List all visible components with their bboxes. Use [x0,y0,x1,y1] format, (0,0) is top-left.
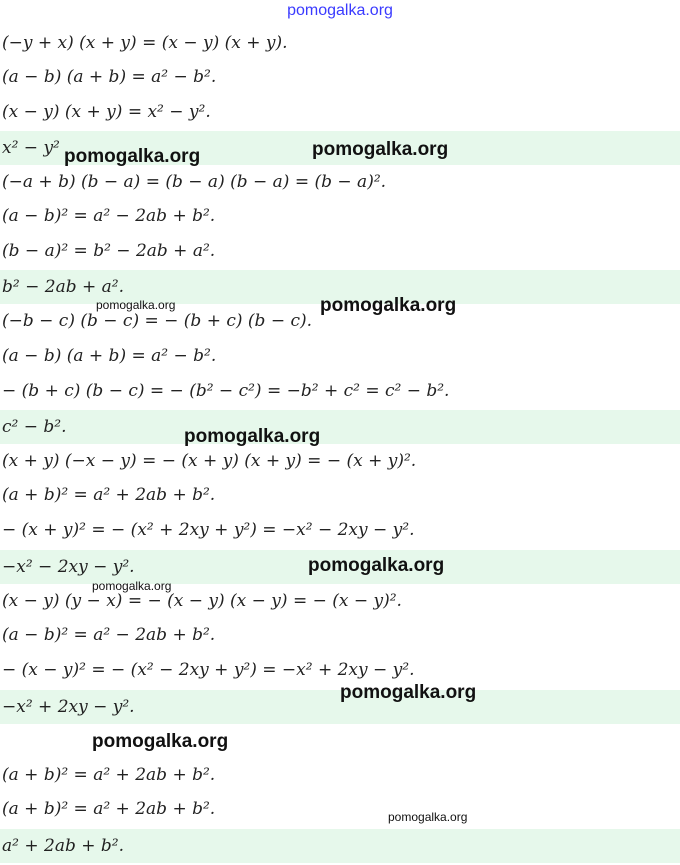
answer-line: a² + 2ab + b². [0,829,680,863]
answer-line: x² − y² [0,131,680,165]
watermark-text: pomogalka.org [64,146,201,167]
math-line: (x + y) (−x − y) = − (x + y) (x + y) = − (x + y)². [2,451,417,471]
watermark-text: pomogalka.org [184,426,321,447]
math-line: (a + b)² = a² + 2ab + b². [2,765,216,785]
math-line: (a − b) (a + b) = a² − b². [2,346,217,366]
watermark-text: pomogalka.org [388,810,468,824]
math-line: (a + b)² = a² + 2ab + b². [2,485,216,505]
watermark-text: pomogalka.org [340,682,477,703]
math-line: (a − b)² = a² − 2ab + b². [2,625,216,645]
math-line: (x − y) (y − x) = − (x − y) (x − y) = − (x − y)². [2,591,402,611]
math-line: − (x − y)² = − (x² − 2xy + y²) = −x² + 2xy − y². [2,660,415,680]
watermark-text: pomogalka.org [308,555,445,576]
watermark-text: pomogalka.org [92,579,172,593]
math-line: (a − b)² = a² − 2ab + b². [2,206,216,226]
answer-line: b² − 2ab + a². [0,270,680,304]
answer-line: −x² − 2xy − y². [0,550,680,584]
watermark-text: pomogalka.org [92,731,229,752]
watermark-text: pomogalka.org [320,295,457,316]
math-line: − (x + y)² = − (x² + 2xy + y²) = −x² − 2xy − y². [2,520,415,540]
watermark-text: pomogalka.org [96,298,176,312]
math-line: (−a + b) (b − a) = (b − a) (b − a) = (b − a)². [2,172,387,192]
math-line: (b − a)² = b² − 2ab + a². [2,241,216,261]
math-line: − (b + c) (b − c) = − (b² − c²) = −b² + c² = c² − b². [2,381,450,401]
math-line: (−b − c) (b − c) = − (b + c) (b − c). [2,311,313,331]
math-line: (a − b) (a + b) = a² − b². [2,67,217,87]
math-line: (a + b)² = a² + 2ab + b². [2,799,216,819]
site-header-link[interactable]: pomogalka.org [287,2,393,19]
answer-line: −x² + 2xy − y². [0,690,680,724]
math-line: (−y + x) (x + y) = (x − y) (x + y). [2,33,288,53]
answer-line: c² − b². [0,410,680,444]
math-line: (x − y) (x + y) = x² − y². [2,102,211,122]
watermark-text: pomogalka.org [312,139,449,160]
